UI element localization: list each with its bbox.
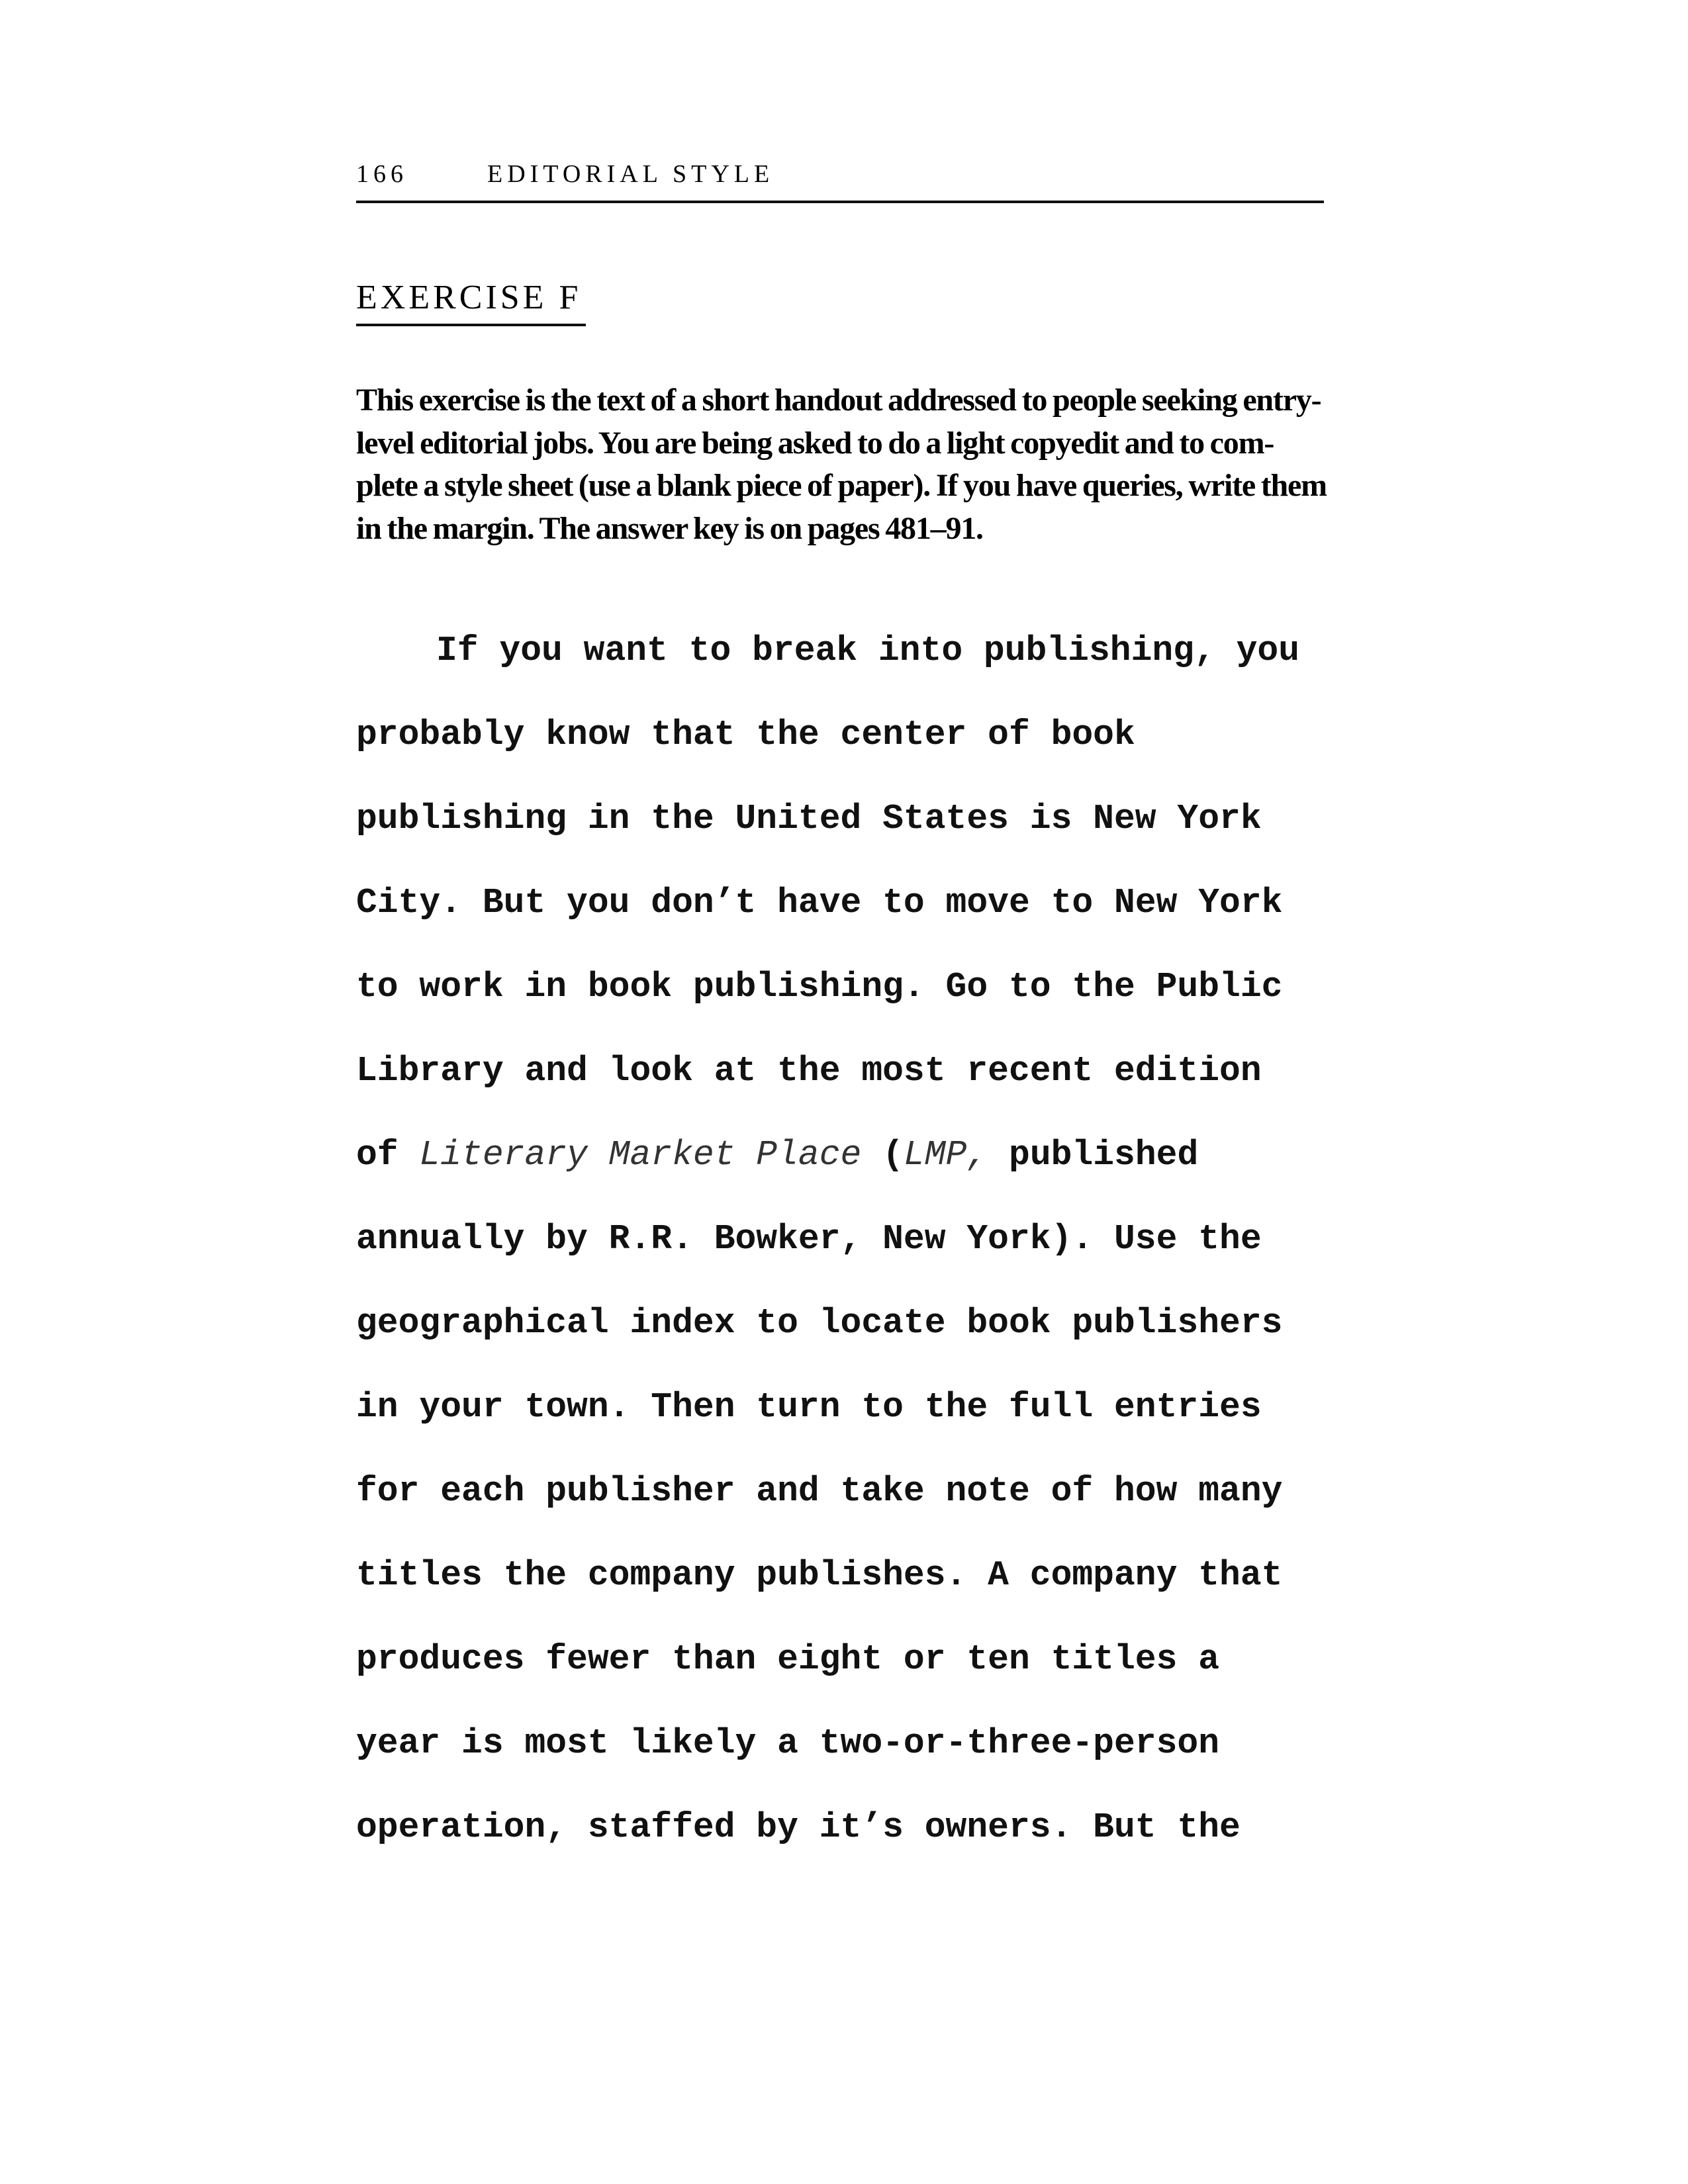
section-title: EDITORIAL STYLE (487, 160, 774, 188)
manuscript-line-with-title (356, 1113, 1324, 1197)
exercise-title: EXERCISE F (356, 279, 582, 316)
exercise-instructions (356, 379, 1327, 550)
running-head (356, 158, 1324, 191)
book-abbrev: LMP, (903, 1135, 988, 1175)
instruction-line: This exercise is the text of a short handout addressed to people seeking entry- (356, 383, 1321, 418)
manuscript-line: publishing in the United States is New York (356, 799, 1262, 839)
manuscript-line: annually by R.R. Bowker, New York). Use the (356, 1219, 1262, 1259)
manuscript-line: operation, staffed by it’s owners. But the (356, 1807, 1241, 1847)
manuscript-line: in your town. Then turn to the full entries (356, 1387, 1262, 1427)
paren-open: ( (861, 1135, 904, 1175)
manuscript-line: geographical index to locate book publishers (356, 1303, 1283, 1343)
instruction-line: in the margin. The answer key is on pages 481–91. (356, 510, 983, 546)
manuscript-line: to work in book publishing. Go to the Public (356, 967, 1283, 1007)
manuscript-line: Library and look at the most recent edition (356, 1051, 1262, 1091)
manuscript-line: for each publisher and take note of how many (356, 1471, 1283, 1511)
page-number: 166 (356, 160, 408, 188)
line-suffix: published (988, 1135, 1199, 1175)
book-title: Literary Market Place (419, 1135, 862, 1175)
header-rule (356, 201, 1324, 203)
manuscript-line: probably know that the center of book (356, 715, 1135, 754)
manuscript-line: titles the company publishes. A company that (356, 1555, 1283, 1595)
title-underline (356, 324, 586, 326)
instruction-line: plete a style sheet (use a blank piece of paper). If you have queries, write them (356, 468, 1327, 503)
line-prefix: of (356, 1135, 420, 1175)
manuscript-line: produces fewer than eight or ten titles a (356, 1639, 1220, 1679)
manuscript-line: year is most likely a two-or-three-person (356, 1723, 1220, 1763)
manuscript-text (356, 609, 1324, 1870)
manuscript-line: If you want to break into publishing, you (436, 631, 1300, 670)
instruction-line: level editorial jobs. You are being asked to do a light copyedit and to com- (356, 425, 1274, 461)
manuscript-line: City. But you don’t have to move to New York (356, 883, 1283, 923)
